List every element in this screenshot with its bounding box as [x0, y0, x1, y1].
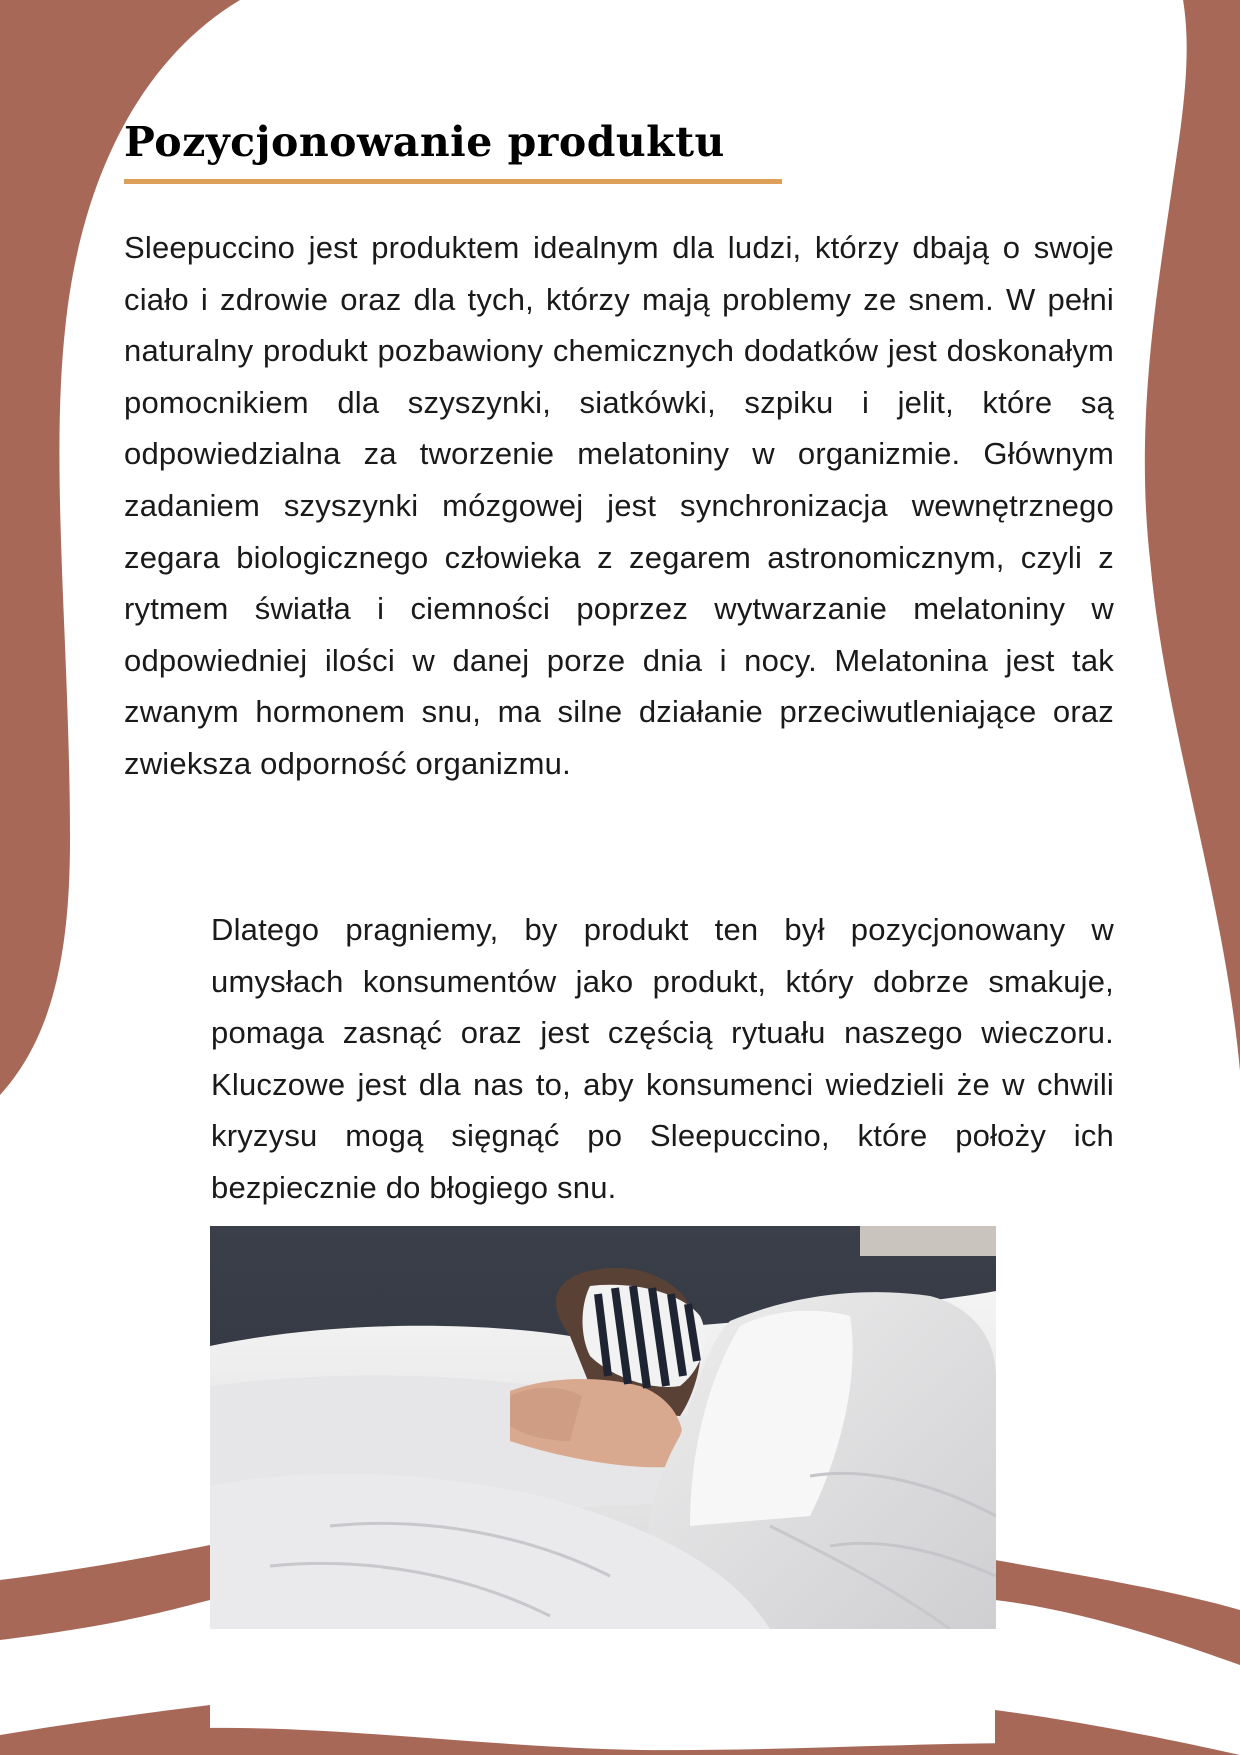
section-title: Pozycjonowanie produktu [124, 118, 725, 166]
positioning-paragraph: Dlatego pragniemy, by produkt ten był pozycjonowany w umysłach konsumentów jako produkt, który dobrze smakuje, pomaga zasnąć oraz jest częścią rytuału naszego wieczoru. Kluczowe jest dla nas to, aby konsumenci wiedzieli że w chwili kryzysu mogą sięgnąć po Sleepuccino, które położy ich bezpiecznie do błogiego snu. [211, 912, 1114, 1205]
sleeping-woman-photo [210, 1226, 996, 1629]
title-underline [124, 179, 782, 184]
intro-paragraph: Sleepuccino jest produktem idealnym dla ludzi, którzy dbają o swoje ciało i zdrowie oraz dla tych, którzy mają problemy ze snem. W pełni naturalny produkt pozbawiony chemicznych dodatków jest doskonałym pomocnikiem dla szyszynki, siatkówki, szpiku i jelit, które są odpowiedzialna za tworzenie melatoniny w organizmie. Głównym zadaniem szyszynki mózgowej jest synchronizacja wewnętrznego zegara biologicznego człowieka z zegarem astronomicznym, czyli z rytmem światła i ciemności poprzez wytwarzanie melatoniny w odpowiedniej ilości w danej porze dnia i nocy. Melatonina jest tak zwanym hormonem snu, ma silne działanie przeciwutleniające oraz zwieksza odporność organizmu. [124, 230, 1114, 781]
